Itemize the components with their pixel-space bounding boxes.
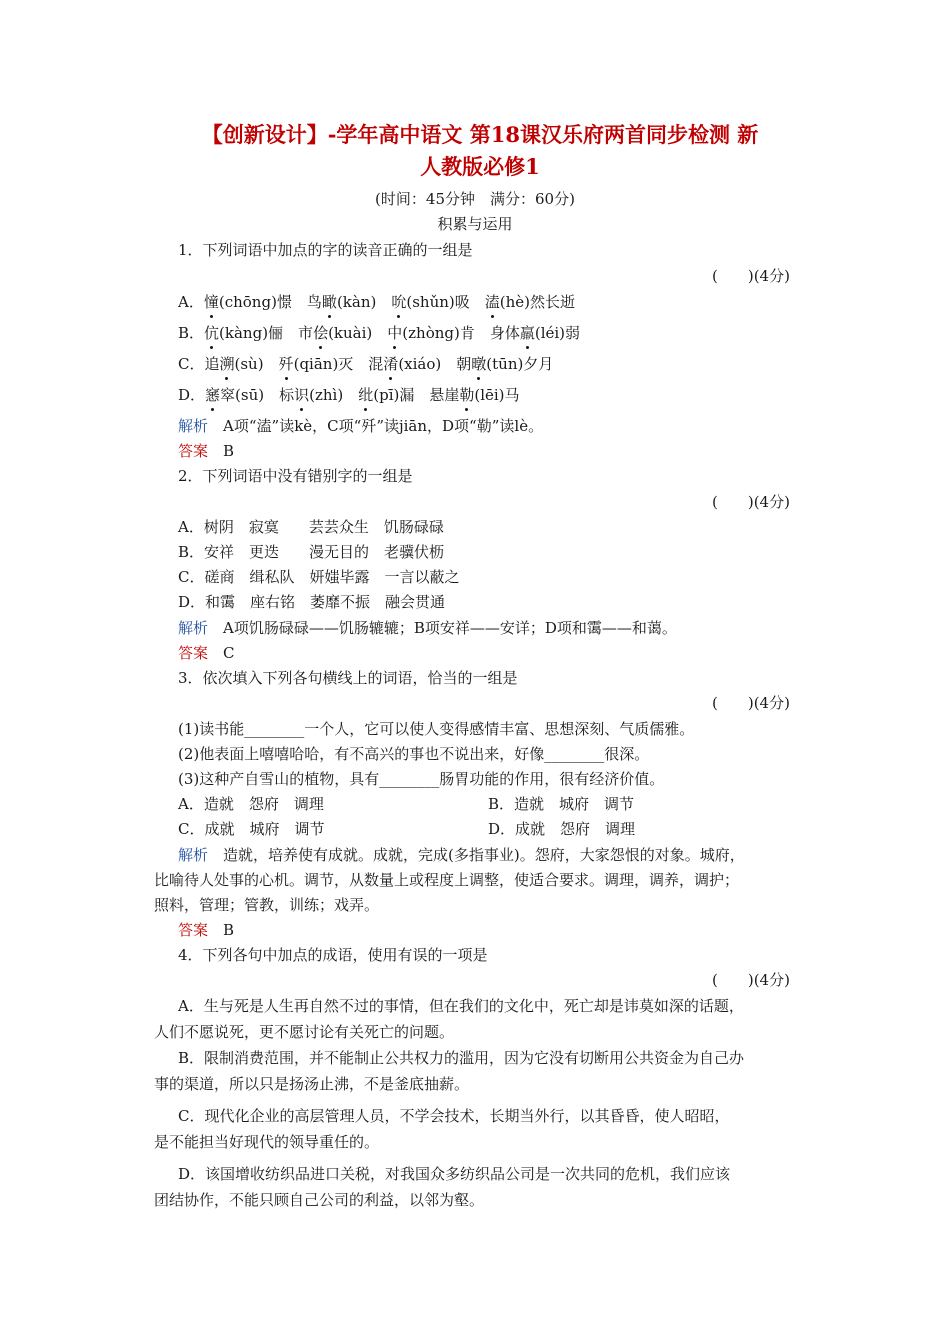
q4-option-d-line1: D．该国增收纺织品进口关税，对我国众多纺织品公司是一次共同的危机，我们应该 <box>178 1165 731 1183</box>
q3-sentence-2: (2)他表面上嘻嘻哈哈，有不高兴的事也不说出来，好像________很深。 <box>178 745 650 763</box>
section-heading: 积累与运用 <box>437 215 513 233</box>
answer-label: 答案 <box>178 442 209 460</box>
answer-label: 答案 <box>178 921 209 939</box>
q4-option-a-line2: 人们不愿说死，更不愿讨论有关死亡的问题。 <box>154 1023 455 1041</box>
q2-answer: 答案 C <box>178 644 235 662</box>
q1-answer: 答案 B <box>178 442 235 460</box>
q3-option-d: D．成就 怨府 调理 <box>488 820 636 838</box>
q2-stem: 2．下列词语中没有错别字的一组是 <box>178 467 413 485</box>
q3-option-b: B．造就 城府 调节 <box>488 795 635 813</box>
q4-option-d-line2: 团结协作，不能只顾自己公司的利益，以邻为壑。 <box>154 1191 485 1209</box>
q4-option-b-line2: 事的渠道，所以只是扬汤止沸，不是釜底抽薪。 <box>154 1075 470 1093</box>
q3-score: ( )(4分) <box>712 694 790 712</box>
q3-stem: 3．依次填入下列各句横线上的词语，恰当的一组是 <box>178 669 518 687</box>
q3-sentence-1: (1)读书能________一个人，它可以使人变得感情丰富、思想深刻、气质儒雅。 <box>178 720 695 738</box>
q2-score: ( )(4分) <box>712 493 790 511</box>
q4-option-c-line2: 是不能担当好现代的领导重任的。 <box>154 1133 380 1151</box>
q1-option-c: C．追溯(sù) 歼(qiān)灭 混淆(xiáo) 朝暾(tūn)夕月 <box>178 355 554 373</box>
q2-option-a: A．树阴 寂寞 芸芸众生 饥肠碌碌 <box>178 518 444 536</box>
analysis-label: 解析 <box>178 417 209 435</box>
document-title-line1: 【创新设计】-学年高中语文 第18课汉乐府两首同步检测 新 <box>201 122 759 147</box>
q3-analysis-line3: 照料，管理；管教，训练；戏弄。 <box>154 896 380 914</box>
analysis-label: 解析 <box>178 619 209 637</box>
q4-score: ( )(4分) <box>712 971 790 989</box>
q3-option-c: C．成就 城府 调节 <box>178 820 325 838</box>
q4-stem: 4．下列各句中加点的成语，使用有误的一项是 <box>178 946 488 964</box>
q1-analysis: 解析 A项“溘”读kè，C项“歼”读jiān，D项“勒”读lè。 <box>178 417 544 435</box>
q3-analysis-line1: 解析 造就，培养使有成就。成就，完成(多指事业)。怨府，大家怨恨的对象。城府， <box>178 846 745 864</box>
q3-answer: 答案 B <box>178 921 235 939</box>
q2-option-b: B．安祥 更迭 漫无目的 老骥伏枥 <box>178 543 445 561</box>
q1-option-d: D．窸窣(sū) 标识(zhì) 纰(pī)漏 悬崖勒(lēi)马 <box>178 386 520 404</box>
answer-label: 答案 <box>178 644 209 662</box>
q1-score: ( )(4分) <box>712 267 790 285</box>
q1-option-a: A．憧(chōng)憬 鸟瞰(kàn) 吮(shǔn)吸 溘(hè)然长逝 <box>178 293 576 311</box>
q3-analysis-line2: 比喻待人处事的心机。调节，从数量上或程度上调整，使适合要求。调理，调养，调护； <box>154 871 740 889</box>
q2-option-d: D．和霭 座右铭 萎靡不振 融会贯通 <box>178 593 446 611</box>
q2-analysis: 解析 A项饥肠碌碌——饥肠辘辘；B项安祥——安详；D项和霭——和蔼。 <box>178 619 677 637</box>
q2-option-c: C．磋商 缉私队 妍媸毕露 一言以蔽之 <box>178 568 460 586</box>
q1-option-b: B．伉(kàng)俪 市侩(kuài) 中(zhòng)肯 身体羸(léi)弱 <box>178 324 581 342</box>
time-score-info: (时间：45分钟 满分：60分) <box>375 190 575 208</box>
q4-option-b-line1: B．限制消费范围，并不能制止公共权力的滥用，因为它没有切断用公共资金为自己办 <box>178 1049 745 1067</box>
q4-option-c-line1: C．现代化企业的高层管理人员，不学会技术，长期当外行，以其昏昏，使人昭昭， <box>178 1107 730 1125</box>
q3-option-a: A．造就 怨府 调理 <box>178 795 324 813</box>
q3-sentence-3: (3)这种产自雪山的植物，具有________肠胃功能的作用，很有经济价值。 <box>178 770 665 788</box>
q4-option-a-line1: A．生与死是人生再自然不过的事情，但在我们的文化中，死亡却是讳莫如深的话题， <box>178 997 744 1015</box>
q1-stem: 1．下列词语中加点的字的读音正确的一组是 <box>178 241 473 259</box>
analysis-label: 解析 <box>178 846 209 864</box>
document-title-line2: 人教版必修1 <box>420 154 540 179</box>
